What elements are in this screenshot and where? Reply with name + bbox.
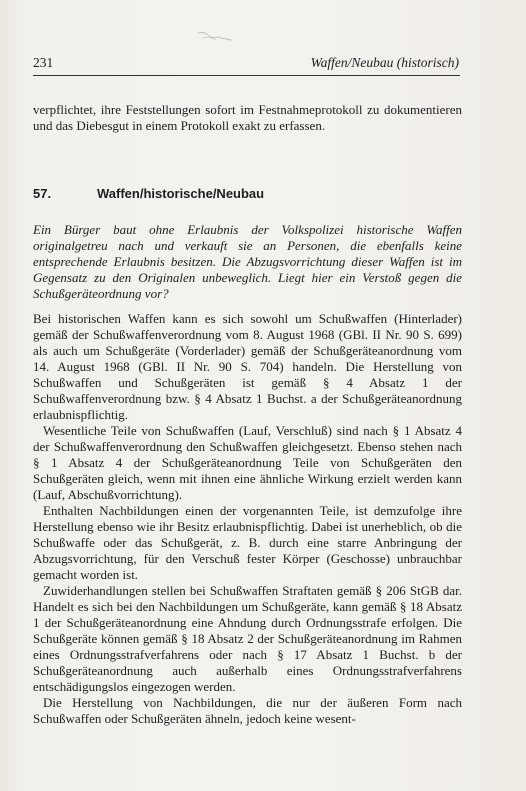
section-heading [33, 186, 264, 202]
page-header [33, 55, 459, 73]
body-paragraph: Enthalten Nachbildungen einen der vorgenannten Teile, ist demzufolge ihre Herstellung ebenso wie ihr Besitz erlaubnispflichtig. Dabei ist unerheblich, ob die Schußwaffe oder das Schußgerät, z. B. durch eine starre Anbringung der Abzugsvorrichtung, für den Verschuß fester Körper (Geschosse) unbrauchbar gemacht worden ist. [33, 503, 462, 582]
body-paragraph: Die Herstellung von Nachbildungen, die nur der äußeren Form nach Schußwaffen oder Schußgeräten ähneln, jedoch keine wesent- [33, 695, 462, 726]
body-paragraph: Bei historischen Waffen kann es sich sowohl um Schußwaffen (Hinterlader) gemäß der Schußwaffenverordnung vom 8. August 1968 (GBl. II Nr. 90 S. 699) als auch um Schußgeräte (Vorderlader) gemäß der Schußgeräteanordnung vom 14. August 1968 (GBl. II Nr. 90 S. 704) handeln. Die Herstellung von Schußwaffen und Schußgeräten ist gemäß § 4 Absatz 1 der Schußwaffenverordnung bzw. § 4 Absatz 1 Buchst. a der Schußgeräteanordnung erlaubnispflichtig. [33, 311, 462, 422]
question-paragraph: Ein Bürger baut ohne Erlaubnis der Volkspolizei historische Waffen originalgetreu nach und verkauft sie an Personen, die ebenfalls keine entsprechende Erlaubnis besitzen. Die Abzugsvorrichtung dieser Waffen ist im Gegensatz zu den Originalen unbeweglich. Liegt hier ein Verstoß gegen die Schußgeräteordnung vor? [33, 222, 462, 301]
answer-body [33, 311, 462, 727]
section-title: Waffen/historische/Neubau [97, 186, 265, 201]
running-title: Waffen/Neubau (historisch) [310, 55, 459, 70]
header-rule [33, 75, 460, 76]
body-paragraph: Zuwiderhandlungen stellen bei Schußwaffen Straftaten gemäß § 206 StGB dar. Handelt es sich bei den Nachbildungen um Schußgeräte, kann gemäß § 18 Absatz 1 der Schußgeräteanordnung eine Ahndung durch Ordnungsstrafe erfolgen. Die Schußgeräte können gemäß § 18 Absatz 2 der Schußgeräteanordnung im Rahmen eines Ordnungsstrafverfahrens oder nach § 17 Absatz 1 Buchst. b der Schußgeräteanordnung auch außerhalb eines Ordnungsstrafverfahrens entschädigungslos eingezogen werden. [33, 583, 462, 694]
paper-mark [196, 30, 236, 44]
page-number: 231 [33, 55, 54, 70]
body-paragraph: Wesentliche Teile von Schußwaffen (Lauf, Verschluß) sind nach § 1 Absatz 4 der Schußwaffenverordnung den Schußwaffen gleichgesetzt. Ebenso stehen nach § 1 Absatz 4 der Schußgeräteanordnung Teile von Schußgeräten den Schußgeräten gleich, wenn mit ihnen eine ähnliche Wirkung erzielt werden kann (Lauf, Abschußvorrichtung). [33, 423, 462, 502]
continuation-paragraph: verpflichtet, ihre Feststellungen sofort im Festnahmeprotokoll zu dokumentieren und das Diebesgut in einem Protokoll exakt zu erfassen. [33, 102, 462, 133]
section-number: 57. [33, 186, 52, 201]
